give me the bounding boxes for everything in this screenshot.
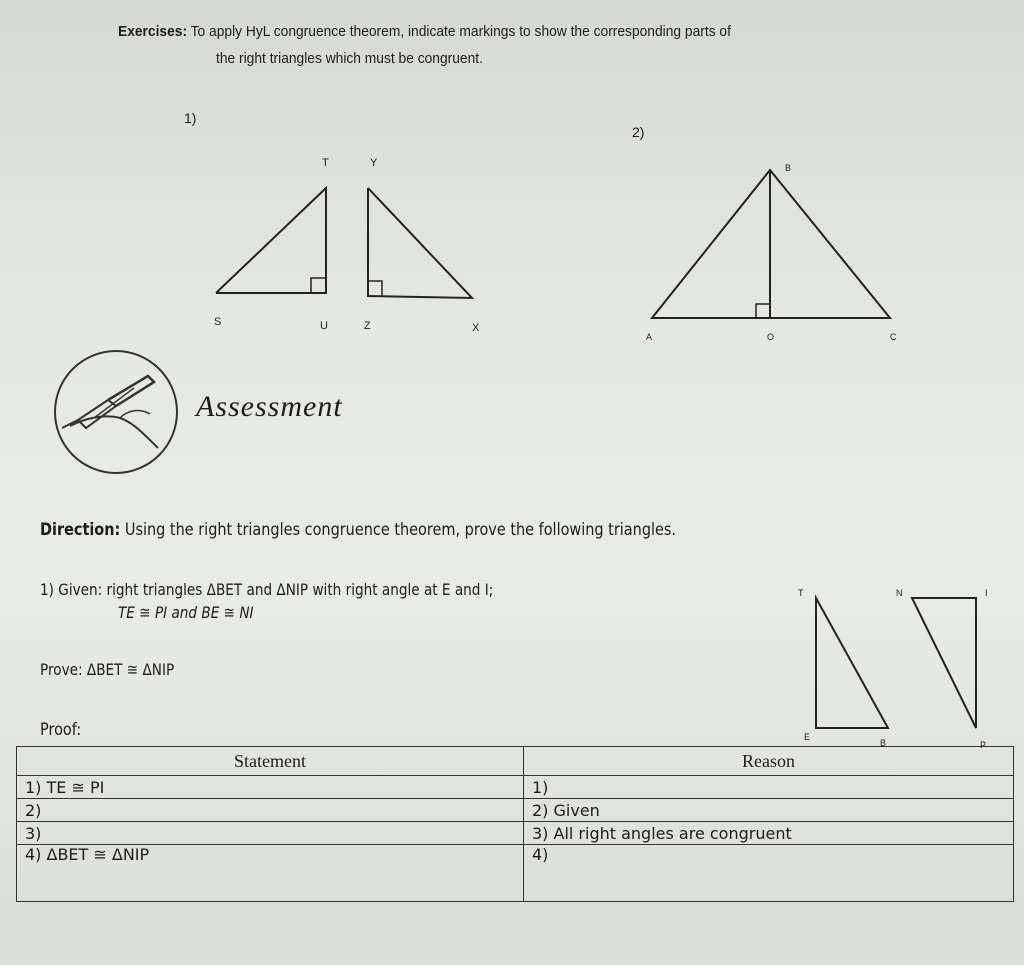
label-X: X	[472, 322, 480, 334]
label-U: U	[320, 320, 328, 332]
problem-2-figure	[640, 160, 910, 330]
reason-cell[interactable]: 4)	[524, 845, 1014, 902]
bet-nip-figure	[800, 590, 1000, 740]
reason-cell[interactable]: 3) All right angles are congruent	[524, 822, 1014, 845]
exercises-line-2: the right triangles which must be congruent.	[216, 50, 483, 67]
label-P: P	[980, 740, 987, 750]
label-E: E	[804, 732, 811, 742]
label-C: C	[890, 332, 897, 342]
label-A: A	[646, 332, 653, 342]
given-line-1: 1) Given: right triangles ΔBET and ΔNIP with right angle at E and I;	[40, 580, 494, 599]
exercises-line-1: Exercises: To apply HyL congruence theorem, indicate markings to show the corresponding parts of	[118, 23, 731, 40]
proof-label: Proof:	[40, 720, 82, 740]
prove-statement: Prove: ΔBET ≅ ΔNIP	[40, 660, 175, 679]
given-line-2: TE ≅ PI and BE ≅ NI	[118, 603, 254, 622]
reason-header: Reason	[524, 747, 1014, 776]
reason-cell[interactable]: 2) Given	[524, 799, 1014, 822]
problem-1-figure	[200, 150, 500, 350]
statement-header: Statement	[17, 747, 524, 776]
table-row	[17, 776, 1014, 799]
problem-2-number: 2)	[632, 124, 645, 140]
assessment-title: Assessment	[196, 390, 343, 423]
direction-text: Direction: Using the right triangles congruence theorem, prove the following triangles.	[40, 520, 677, 540]
proof-header-row	[17, 747, 1014, 776]
statement-cell[interactable]: 1) TE ≅ PI	[17, 776, 524, 799]
statement-cell[interactable]: 2)	[17, 799, 524, 822]
statement-cell[interactable]: 4) ΔBET ≅ ΔNIP	[17, 845, 524, 902]
label-O: O	[767, 332, 775, 342]
statement-cell[interactable]: 3)	[17, 822, 524, 845]
table-row	[17, 822, 1014, 845]
table-row	[17, 845, 1014, 902]
label-Z: Z	[364, 320, 371, 332]
label-N: N	[896, 588, 903, 598]
label-B2: B	[880, 738, 887, 748]
reason-cell[interactable]: 1)	[524, 776, 1014, 799]
label-T: T	[322, 157, 329, 169]
label-I: I	[985, 588, 988, 598]
label-T2: T	[798, 588, 804, 598]
label-B: B	[785, 163, 792, 173]
table-row	[17, 799, 1014, 822]
label-S: S	[214, 316, 222, 328]
proof-table	[16, 746, 1014, 902]
problem-1-number: 1)	[184, 110, 197, 126]
label-Y: Y	[370, 157, 378, 169]
pencil-hand-icon	[50, 348, 190, 476]
